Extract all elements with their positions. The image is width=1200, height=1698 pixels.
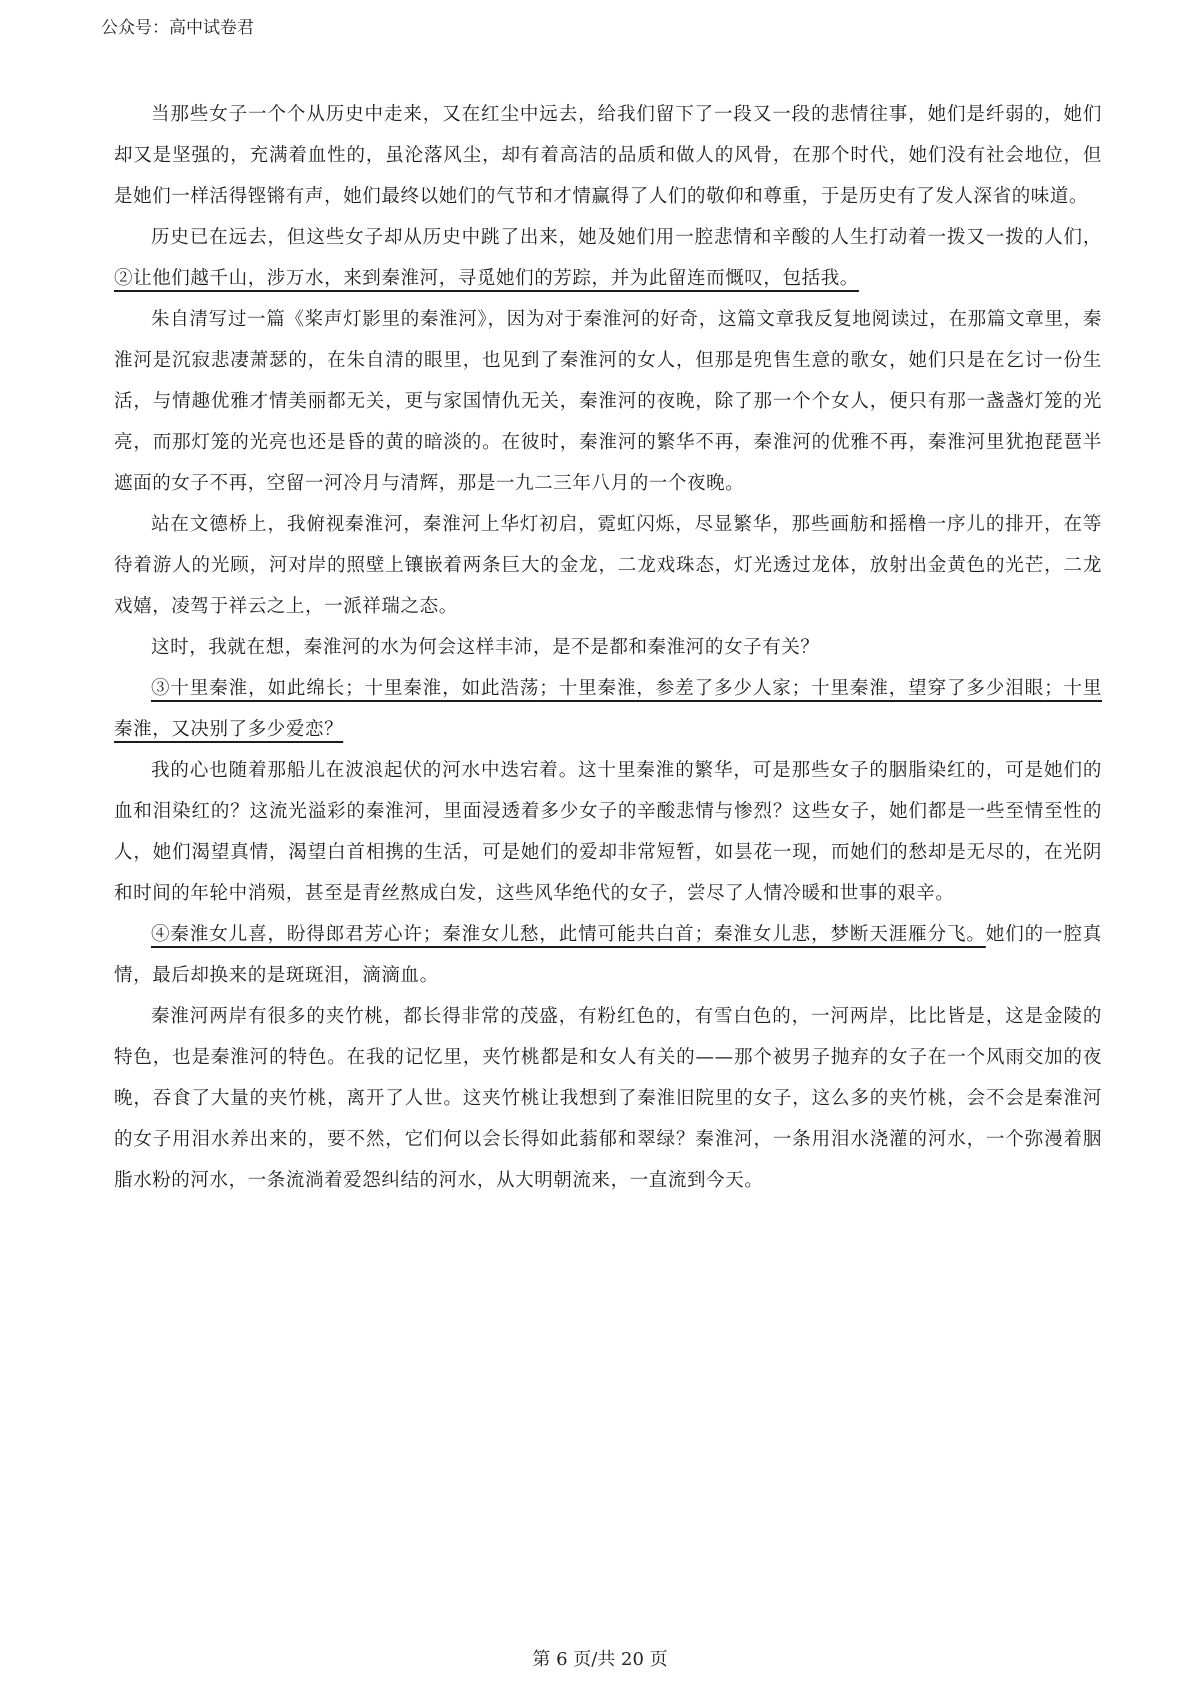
paragraph [114, 996, 1102, 1201]
paragraph [114, 914, 1102, 996]
text-segment: 历史已在远去，但这些女子却从历史中跳了出来，她及她们用一腔悲情和辛酸的人生打动着一拨又一拨的人们， [151, 227, 1102, 248]
paragraph [114, 299, 1102, 504]
paragraph [114, 217, 1102, 299]
text-segment: 她们的一腔真情，最后却换来的是斑斑泪，滴滴血。 [114, 924, 1102, 986]
paragraph [114, 504, 1102, 627]
text-segment: 秦淮河两岸有很多的夹竹桃，都长得非常的茂盛，有粉红色的，有雪白色的，一河两岸，比比皆是，这是金陵的特色，也是秦淮河的特色。在我的记忆里，夹竹桃都是和女人有关的——那个被男子抛弃的女子在一个风雨交加的夜晚，吞食了大量的夹竹桃，离开了人世。这夹竹桃让我想到了秦淮旧院里的女子，这么多的夹竹桃，会不会是秦淮河的女子用泪水养出来的，要不然，它们何以会长得如此蓊郁和翠绿？秦淮河，一条用泪水浇灌的河水，一个弥漫着胭脂水粉的河水，一条流淌着爱怨纠结的河水，从大明朝流来，一直流到今天。 [114, 1006, 1102, 1191]
paragraph [114, 627, 1102, 668]
text-segment: 这时，我就在想，秦淮河的水为何会这样丰沛，是不是都和秦淮河的女子有关？ [151, 637, 820, 658]
article-body [114, 94, 1102, 1201]
underlined-sentence: ④秦淮女儿喜，盼得郎君芳心许；秦淮女儿愁，此情可能共白首；秦淮女儿悲，梦断天涯雁分飞。 [151, 924, 986, 945]
text-segment: 站在文德桥上，我俯视秦淮河，秦淮河上华灯初启，霓虹闪烁，尽显繁华，那些画舫和摇橹一序儿的排开，在等待着游人的光顾，河对岸的照壁上镶嵌着两条巨大的金龙，二龙戏珠态，灯光透过龙体，放射出金黄色的光芒，二龙戏嬉，凌驾于祥云之上，一派祥瑞之态。 [114, 514, 1102, 617]
text-segment: 我的心也随着那船儿在波浪起伏的河水中迭宕着。这十里秦淮的繁华，可是那些女子的胭脂染红的，可是她们的血和泪染红的？这流光溢彩的秦淮河，里面浸透着多少女子的辛酸悲情与惨烈？这些女子，她们都是一些至情至性的人，她们渴望真情，渴望白首相携的生活，可是她们的爱却非常短暂，如昙花一现，而她们的愁却是无尽的，在光阴和时间的年轮中消殒，甚至是青丝熬成白发，这些风华绝代的女子，尝尽了人情冷暖和世事的艰辛。 [114, 760, 1102, 904]
text-segment: 朱自清写过一篇《桨声灯影里的秦淮河》，因为对于秦淮河的好奇，这篇文章我反复地阅读过，在那篇文章里，秦淮河是沉寂悲凄萧瑟的，在朱自清的眼里，也见到了秦淮河的女人，但那是兜售生意的歌女，她们只是在乞讨一份生活，与情趣优雅才情美丽都无关，更与家国情仇无关，秦淮河的夜晚，除了那一个个女人，便只有那一盏盏灯笼的光亮，而那灯笼的光亮也还是昏的黄的暗淡的。在彼时，秦淮河的繁华不再，秦淮河的优雅不再，秦淮河里犹抱琵琶半遮面的女子不再，空留一河冷月与清辉，那是一九二三年八月的一个夜晚。 [114, 309, 1102, 494]
underlined-sentence: ③十里秦淮，如此绵长；十里秦淮，如此浩荡；十里秦淮，参差了多少人家；十里秦淮，望穿了多少泪眼；十里秦淮，又决别了多少爱恋？ [114, 678, 1102, 740]
paragraph [114, 668, 1102, 750]
page-footer: 第 6 页/共 20 页 [532, 1649, 668, 1670]
paragraph [114, 94, 1102, 217]
text-segment: 当那些女子一个个从历史中走来，又在红尘中远去，给我们留下了一段又一段的悲情往事，她们是纤弱的，她们却又是坚强的，充满着血性的，虽沦落风尘，却有着高洁的品质和做人的风骨，在那个时代，她们没有社会地位，但是她们一样活得铿锵有声，她们最终以她们的气节和才情赢得了人们的敬仰和尊重，于是历史有了发人深省的味道。 [114, 104, 1102, 207]
underlined-sentence: ②让他们越千山，涉万水，来到秦淮河，寻觅她们的芳踪，并为此留连而慨叹，包括我。 [114, 268, 859, 289]
page-header: 公众号：高中试卷君 [101, 18, 254, 38]
paragraph [114, 750, 1102, 914]
